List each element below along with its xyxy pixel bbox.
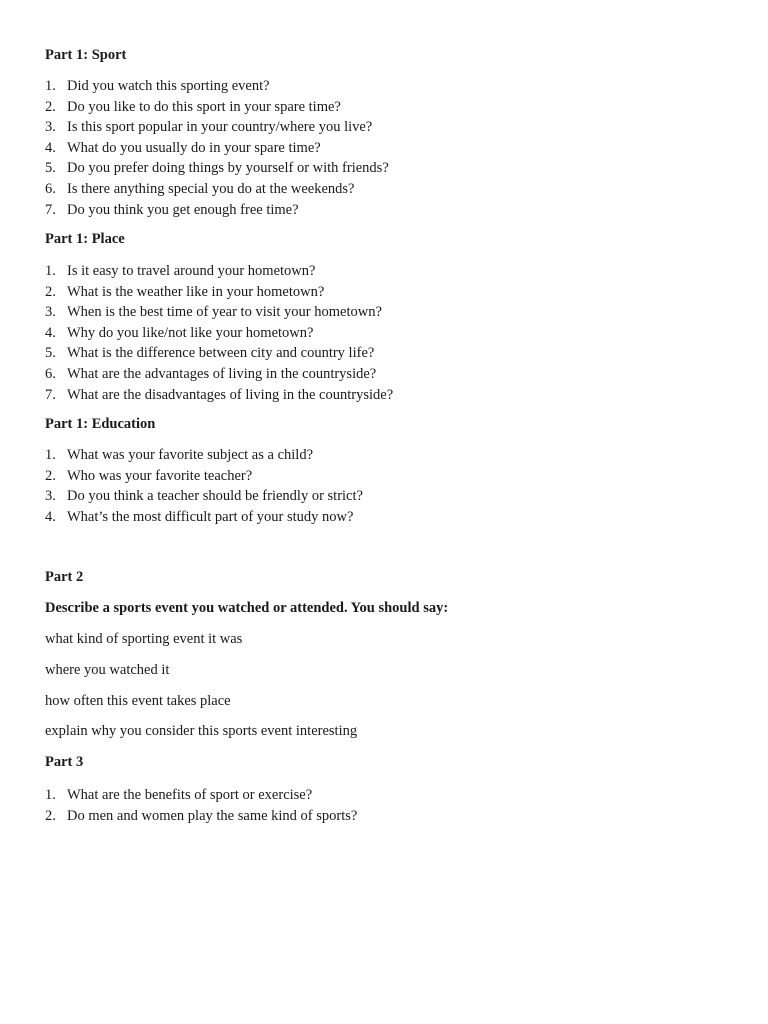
place-questions-list xyxy=(45,261,393,405)
question-text: What are the disadvantages of living in the countryside? xyxy=(67,386,394,403)
education-questions-list xyxy=(45,445,363,527)
list-item: 3. When is the best time of year to visit your hometown? xyxy=(45,304,382,321)
list-item: 6. Is there anything special you do at the weekends? xyxy=(45,180,355,197)
list-item: 2. Who was your favorite teacher? xyxy=(45,467,253,484)
list-item: 4. Why do you like/not like your hometown? xyxy=(45,324,314,341)
list-item: 2. Do you like to do this sport in your spare time? xyxy=(45,98,341,115)
list-item: 1. What was your favorite subject as a child? xyxy=(45,447,314,463)
question-text: What is the weather like in your hometown? xyxy=(67,283,325,300)
part3-questions-list xyxy=(45,785,357,826)
question-text: Did you watch this sporting event? xyxy=(67,78,270,94)
list-item: 4. What do you usually do in your spare time? xyxy=(45,139,321,156)
part2-point: what kind of sporting event it was xyxy=(45,631,243,647)
list-item: 4. What’s the most difficult part of your study now? xyxy=(45,508,354,525)
list-item: 6. What are the advantages of living in the countryside? xyxy=(45,365,377,382)
list-item: 3. Do you think a teacher should be friendly or strict? xyxy=(45,488,363,505)
list-item: 3. Is this sport popular in your country/where you live? xyxy=(45,119,373,136)
question-text: What was your favorite subject as a child? xyxy=(67,447,314,463)
question-text: Is there anything special you do at the weekends? xyxy=(67,180,355,197)
list-item: 1. Is it easy to travel around your hometown? xyxy=(45,263,316,279)
question-text: What are the advantages of living in the countryside? xyxy=(67,365,377,382)
part2-prompt: Describe a sports event you watched or attended. You should say: xyxy=(45,600,449,616)
list-item: 1. Did you watch this sporting event? xyxy=(45,78,270,94)
part2-point: explain why you consider this sports event interesting xyxy=(45,723,358,739)
part2-point: where you watched it xyxy=(45,662,170,678)
question-text: Do you prefer doing things by yourself or with friends? xyxy=(67,160,389,177)
list-item: 7. Do you think you get enough free time? xyxy=(45,201,299,218)
part2-point: how often this event takes place xyxy=(45,693,231,709)
list-item: 5. Do you prefer doing things by yourself or with friends? xyxy=(45,160,389,177)
question-text: Do you think a teacher should be friendly or strict? xyxy=(67,488,363,505)
question-text: What’s the most difficult part of your study now? xyxy=(67,508,354,525)
section-heading-sport: Part 1: Sport xyxy=(45,47,127,63)
section-heading-place: Part 1: Place xyxy=(45,231,125,247)
sport-questions-list xyxy=(45,76,389,220)
list-item: 2. What is the weather like in your hometown? xyxy=(45,283,325,300)
question-text: Do men and women play the same kind of sports? xyxy=(67,807,358,824)
question-text: What do you usually do in your spare time? xyxy=(67,139,321,156)
question-text: When is the best time of year to visit your hometown? xyxy=(67,304,382,321)
part3-heading: Part 3 xyxy=(45,754,84,770)
question-text: Who was your favorite teacher? xyxy=(67,467,253,484)
question-text: Is it easy to travel around your hometown? xyxy=(67,263,316,279)
question-text: Why do you like/not like your hometown? xyxy=(67,324,314,341)
question-text: Do you like to do this sport in your spare time? xyxy=(67,98,341,115)
question-text: Do you think you get enough free time? xyxy=(67,201,299,218)
section-heading-education: Part 1: Education xyxy=(45,416,156,432)
list-item: 5. What is the difference between city and country life? xyxy=(45,345,375,362)
list-item: 1. What are the benefits of sport or exercise? xyxy=(45,787,313,803)
list-item: 2. Do men and women play the same kind of sports? xyxy=(45,807,358,824)
question-text: What are the benefits of sport or exercise? xyxy=(67,787,313,803)
part2-heading: Part 2 xyxy=(45,569,84,585)
list-item: 7. What are the disadvantages of living in the countryside? xyxy=(45,386,394,403)
question-text: What is the difference between city and country life? xyxy=(67,345,375,362)
question-text: Is this sport popular in your country/where you live? xyxy=(67,119,373,136)
